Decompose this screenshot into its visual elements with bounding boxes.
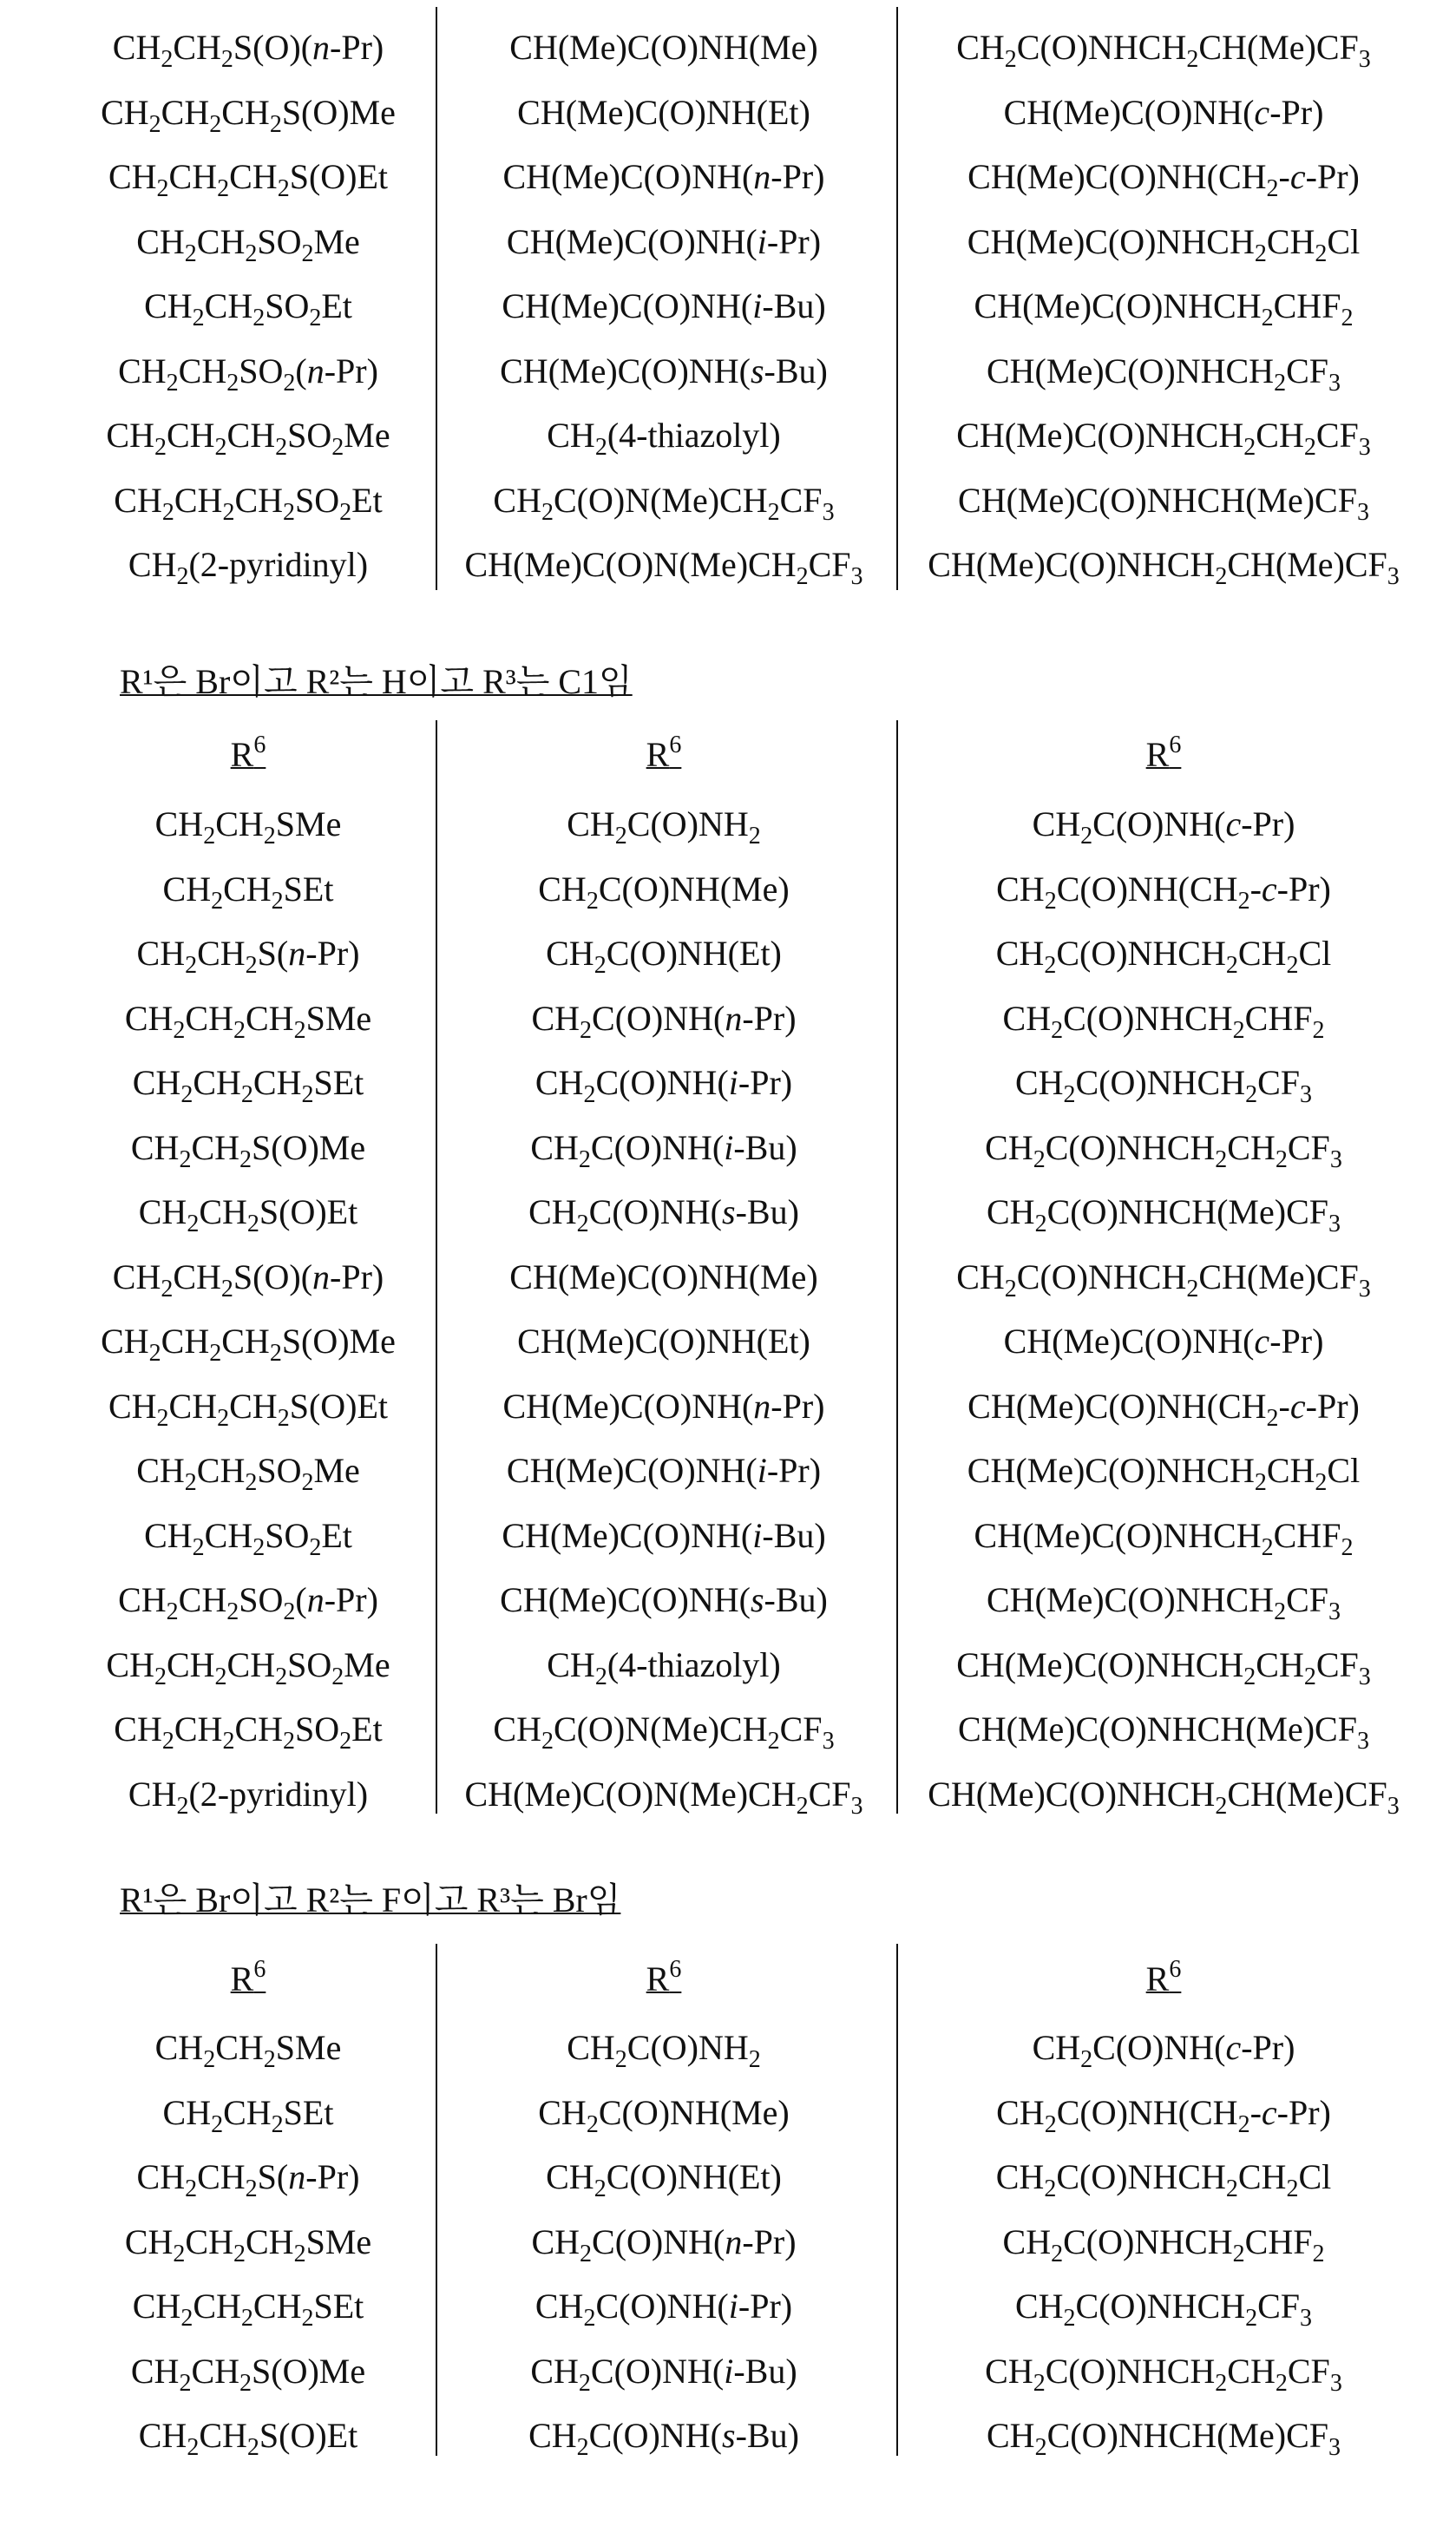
r6-substituent-cell: CH2C(O)NHCH2CH2CF3	[903, 1122, 1424, 1174]
column-divider	[436, 7, 437, 590]
r6-substituent-cell: CH2(2-pyridinyl)	[66, 539, 430, 591]
r6-substituent-cell: CH2C(O)NH(n-Pr)	[447, 993, 881, 1045]
r6-substituent-cell: CH2C(O)NHCH2CH(Me)CF3	[903, 1251, 1424, 1303]
r6-substituent-cell: CH(Me)C(O)NH(i-Bu)	[447, 1510, 881, 1562]
r6-substituent-cell: CH2C(O)NH(i-Pr)	[447, 2280, 881, 2333]
r6-substituent-cell: CH2CH2SO2Me	[66, 216, 430, 268]
r6-substituent-cell: CH2C(O)NH(Me)	[447, 863, 881, 915]
r6-substituent-cell: CH2CH2CH2SO2Me	[66, 410, 430, 462]
r6-substituent-cell: CH2CH2S(O)(n-Pr)	[66, 22, 430, 74]
r6-substituent-cell: CH2(2-pyridinyl)	[66, 1769, 430, 1821]
r6-substituent-cell: CH2C(O)NH2	[447, 2022, 881, 2074]
r6-substituent-cell: CH2C(O)NH(s-Bu)	[447, 2410, 881, 2462]
r6-substituent-cell: CH2CH2SO2Me	[66, 1445, 430, 1497]
r6-substituent-cell: CH2C(O)NHCH2CHF2	[903, 2216, 1424, 2268]
column-header-cell	[903, 1953, 1424, 2005]
r6-substituent-cell: CH2CH2S(O)Me	[66, 2346, 430, 2398]
r6-substituent-cell: CH2CH2SO2(n-Pr)	[66, 1574, 430, 1626]
r6-substituent-cell: CH2C(O)NHCH2CH2Cl	[903, 2151, 1424, 2203]
column-divider	[896, 1944, 898, 2456]
r6-substituent-cell: CH2C(O)NHCH2CH(Me)CF3	[903, 22, 1424, 74]
r6-substituent-cell: CH2C(O)NHCH2CF3	[903, 1057, 1424, 1109]
r6-substituent-cell: CH2CH2S(n-Pr)	[66, 2151, 430, 2203]
r6-substituent-cell: CH2CH2SMe	[66, 798, 430, 850]
r6-substituent-cell: CH2CH2CH2S(O)Me	[66, 1316, 430, 1368]
r6-substituent-cell: CH(Me)C(O)NH(i-Pr)	[447, 1445, 881, 1497]
r6-substituent-cell: CH(Me)C(O)NHCH2CH2CF3	[903, 1639, 1424, 1691]
r6-substituent-cell: CH(Me)C(O)NHCH2CH2Cl	[903, 216, 1424, 268]
r6-substituent-cell: CH2C(O)NHCH(Me)CF3	[903, 2410, 1424, 2462]
r6-substituent-cell: CH2CH2SO2Et	[66, 280, 430, 332]
column-divider	[896, 7, 898, 590]
r6-substituent-cell: CH(Me)C(O)NH(s-Bu)	[447, 1574, 881, 1626]
r6-substituent-cell: CH(Me)C(O)NH(CH2-c-Pr)	[903, 1381, 1424, 1433]
r6-substituent-cell: CH2C(O)NH(c-Pr)	[903, 2022, 1424, 2074]
r6-substituent-cell: CH(Me)C(O)NH(Me)	[447, 22, 881, 74]
r6-substituent-cell: CH2C(O)NH(Et)	[447, 2151, 881, 2203]
r6-substituent-cell: CH2CH2S(n-Pr)	[66, 928, 430, 980]
r6-substituent-cell: CH2CH2CH2SMe	[66, 993, 430, 1045]
column-header-cell	[66, 729, 430, 781]
r6-substituent-cell: CH2C(O)NH(i-Bu)	[447, 1122, 881, 1174]
r6-substituent-cell: CH2C(O)NH(Et)	[447, 928, 881, 980]
r6-substituent-cell: CH2CH2CH2S(O)Et	[66, 1381, 430, 1433]
r6-substituent-cell: CH(Me)C(O)NHCH2CH2CF3	[903, 410, 1424, 462]
column-header-cell	[447, 729, 881, 781]
r6-substituent-cell: CH2CH2S(O)Et	[66, 1186, 430, 1238]
r6-substituent-cell: CH2CH2SEt	[66, 2087, 430, 2139]
r6-substituent-cell: CH2C(O)NH(i-Pr)	[447, 1057, 881, 1109]
r6-substituent-cell: CH2CH2CH2SEt	[66, 2280, 430, 2333]
column-header-r6: R6	[231, 1959, 266, 1998]
r6-substituent-cell: CH2CH2SO2Et	[66, 1510, 430, 1562]
r6-substituent-cell: CH(Me)C(O)N(Me)CH2CF3	[447, 1769, 881, 1821]
r6-substituent-cell: CH2C(O)NH(CH2-c-Pr)	[903, 2087, 1424, 2139]
column-header-r6: R6	[231, 735, 266, 774]
column-header-r6: R6	[1146, 735, 1182, 774]
r6-substituent-cell: CH(Me)C(O)NH(i-Bu)	[447, 280, 881, 332]
r6-substituent-cell: CH2C(O)NH2	[447, 798, 881, 850]
r6-substituent-cell: CH2C(O)NHCH2CH2Cl	[903, 928, 1424, 980]
r6-substituent-cell: CH2C(O)N(Me)CH2CF3	[447, 1703, 881, 1755]
column-divider	[436, 1944, 437, 2456]
section-heading: R¹은 Br이고 R²는 F이고 R³는 Br임	[120, 1880, 620, 1921]
column-header-r6: R6	[1146, 1959, 1182, 1998]
r6-substituent-cell: CH2(4-thiazolyl)	[447, 1639, 881, 1691]
r6-substituent-cell: CH(Me)C(O)NH(s-Bu)	[447, 345, 881, 397]
r6-substituent-cell: CH2(4-thiazolyl)	[447, 410, 881, 462]
r6-substituent-cell: CH(Me)C(O)NH(Et)	[447, 87, 881, 139]
r6-substituent-cell: CH(Me)C(O)NH(i-Pr)	[447, 216, 881, 268]
r6-substituent-cell: CH(Me)C(O)NH(n-Pr)	[447, 1381, 881, 1433]
r6-substituent-cell: CH(Me)C(O)NH(Me)	[447, 1251, 881, 1303]
r6-substituent-cell: CH2C(O)N(Me)CH2CF3	[447, 475, 881, 527]
r6-substituent-cell: CH2CH2CH2S(O)Me	[66, 87, 430, 139]
r6-substituent-cell: CH2C(O)NH(n-Pr)	[447, 2216, 881, 2268]
r6-substituent-cell: CH(Me)C(O)NH(c-Pr)	[903, 87, 1424, 139]
r6-substituent-cell: CH(Me)C(O)N(Me)CH2CF3	[447, 539, 881, 591]
column-divider	[436, 720, 437, 1814]
r6-substituent-cell: CH2C(O)NHCH2CHF2	[903, 993, 1424, 1045]
r6-substituent-cell: CH2CH2CH2SMe	[66, 2216, 430, 2268]
r6-substituent-cell: CH(Me)C(O)NHCH2CH2Cl	[903, 1445, 1424, 1497]
r6-substituent-cell: CH2C(O)NH(CH2-c-Pr)	[903, 863, 1424, 915]
r6-substituent-cell: CH2C(O)NHCH(Me)CF3	[903, 1186, 1424, 1238]
r6-substituent-cell: CH2C(O)NH(Me)	[447, 2087, 881, 2139]
r6-substituent-cell: CH(Me)C(O)NH(Et)	[447, 1316, 881, 1368]
r6-substituent-cell: CH2C(O)NH(s-Bu)	[447, 1186, 881, 1238]
r6-substituent-cell: CH2CH2CH2SEt	[66, 1057, 430, 1109]
column-header-r6: R6	[646, 735, 682, 774]
r6-substituent-cell: CH2CH2CH2SO2Me	[66, 1639, 430, 1691]
r6-substituent-cell: CH(Me)C(O)NHCH2CHF2	[903, 1510, 1424, 1562]
r6-substituent-cell: CH2CH2SEt	[66, 863, 430, 915]
r6-substituent-cell: CH2CH2SMe	[66, 2022, 430, 2074]
r6-substituent-cell: CH2C(O)NH(i-Bu)	[447, 2346, 881, 2398]
r6-substituent-cell: CH(Me)C(O)NH(n-Pr)	[447, 151, 881, 203]
r6-substituent-cell: CH2CH2S(O)Et	[66, 2410, 430, 2462]
r6-substituent-cell: CH2CH2SO2(n-Pr)	[66, 345, 430, 397]
r6-substituent-cell: CH2CH2CH2SO2Et	[66, 1703, 430, 1755]
r6-substituent-cell: CH(Me)C(O)NH(CH2-c-Pr)	[903, 151, 1424, 203]
r6-substituent-cell: CH2CH2S(O)Me	[66, 1122, 430, 1174]
column-header-cell	[66, 1953, 430, 2005]
column-header-cell	[447, 1953, 881, 2005]
r6-substituent-cell: CH(Me)C(O)NHCH2CF3	[903, 1574, 1424, 1626]
r6-substituent-cell: CH2CH2S(O)(n-Pr)	[66, 1251, 430, 1303]
r6-substituent-cell: CH(Me)C(O)NHCH2CF3	[903, 345, 1424, 397]
r6-substituent-cell: CH(Me)C(O)NH(c-Pr)	[903, 1316, 1424, 1368]
r6-substituent-cell: CH(Me)C(O)NHCH(Me)CF3	[903, 1703, 1424, 1755]
r6-substituent-cell: CH2CH2CH2S(O)Et	[66, 151, 430, 203]
column-header-cell	[903, 729, 1424, 781]
r6-substituent-cell: CH(Me)C(O)NHCH(Me)CF3	[903, 475, 1424, 527]
r6-substituent-cell: CH2C(O)NHCH2CF3	[903, 2280, 1424, 2333]
r6-substituent-cell: CH(Me)C(O)NHCH2CHF2	[903, 280, 1424, 332]
section-heading: R¹은 Br이고 R²는 H이고 R³는 C1임	[120, 661, 633, 703]
r6-substituent-cell: CH2CH2CH2SO2Et	[66, 475, 430, 527]
r6-substituent-cell: CH2C(O)NH(c-Pr)	[903, 798, 1424, 850]
r6-substituent-cell: CH(Me)C(O)NHCH2CH(Me)CF3	[903, 1769, 1424, 1821]
r6-substituent-cell: CH2C(O)NHCH2CH2CF3	[903, 2346, 1424, 2398]
column-divider	[896, 720, 898, 1814]
column-header-r6: R6	[646, 1959, 682, 1998]
r6-substituent-cell: CH(Me)C(O)NHCH2CH(Me)CF3	[903, 539, 1424, 591]
